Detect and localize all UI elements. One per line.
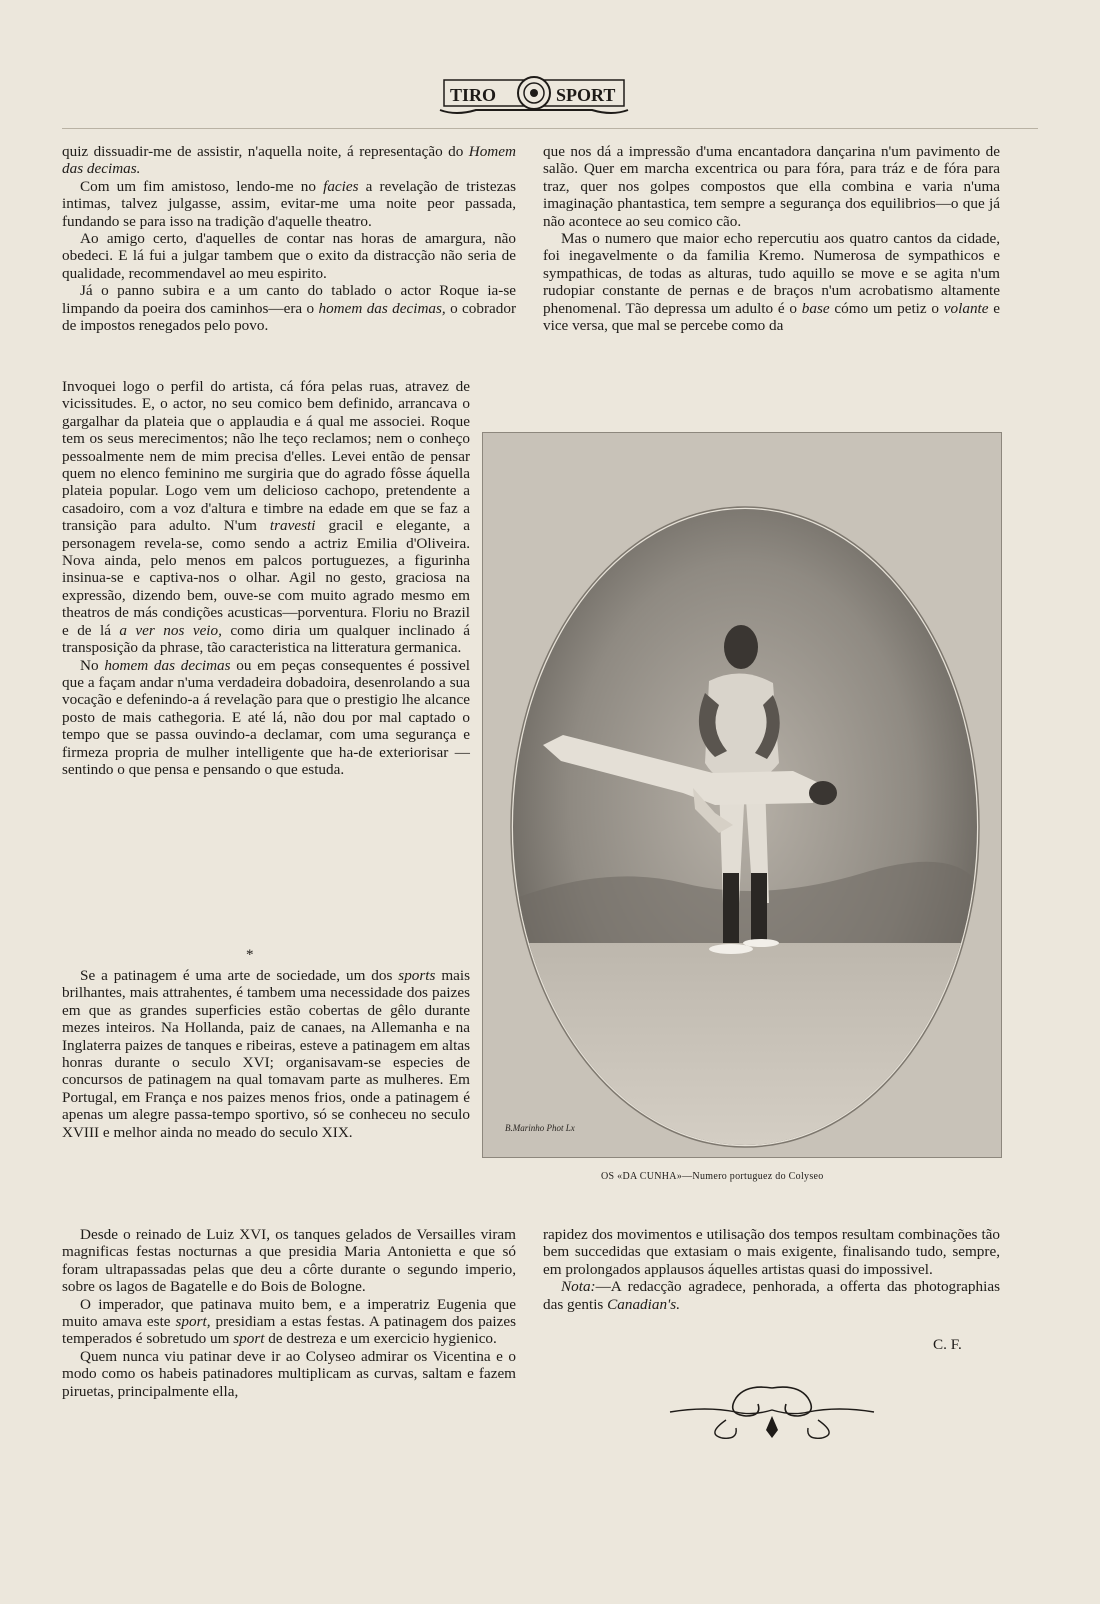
- paragraph: Já o panno subira e a um canto do tablado o actor Roque ia-se limpando da poeira dos caminhos—era o homem das decimas, o cobrador de impostos renegados pelo povo.: [62, 282, 517, 335]
- left-column-middle: [62, 378, 470, 778]
- paragraph: que nos dá a impressão d'uma encantadora dançarina n'um pavimento de salão. Quer em marcha excentrica ou para fóra, para tráz e de fóra para traz, quer nos golpes compostos que ella combina e varia n'uma imaginação phantastica, tem sempre a segurança dos equilibrios—o que já não acontece ao seu comico cão.: [543, 143, 1000, 230]
- photographer-signature: B.Marinho Phot Lx: [505, 1123, 575, 1133]
- photo-caption: OS «DA CUNHA»—Numero portuguez do Colyseo: [601, 1171, 824, 1182]
- masthead-logo: [436, 70, 632, 118]
- paragraph: Nota:—A redacção agradece, penhorada, a offerta das photographias das gentis Canadian's.: [543, 1278, 1000, 1313]
- photograph: [482, 432, 1002, 1158]
- paragraph: quiz dissuadir-me de assistir, n'aquella noite, á representação do Homem das decimas.: [62, 143, 516, 178]
- paragraph: Com um fim amistoso, lendo-me no facies a revelação de tristezas intimas, talvez julgasse, assim, evitar-me uma noite peor passada, fundando se para isso na tradição d'aquelle theatro.: [62, 177, 517, 230]
- paragraph: Invoquei logo o perfil do artista, cá fóra pelas ruas, atravez de vicissitudes. E, o actor, no seu comico bem definido, arrancava o gargalhar da plateia que o applaudia e á qual me associei. Roque tem os seus merecimentos; não lhe teço reclamos; nem o conheço pessoalmente nem de mim precisa d'elles. Levei então de pensar quem no elenco feminino me surgiria que do agrado fôsse áquella plateia popular. Logo vem um delicioso cachopo, pretendente a casadoiro, com a voz d'altura e timbre na edade em que se faz a transição para adulto. N'um travesti gracil e elegante, a personagem revela-se, como sendo a actriz Emilia d'Oliveira. Nova ainda, pelo menos em palcos portuguezes, a figurinha insinua-se e captiva-nos o olhar. Agil no gesto, graciosa na expressão, dizendo bem, ouve-se com muito agrado mesmo em theatros de más condições acusticas—porventura. Floriu no Brazil e de lá a ver nos veio, como diria um qualquer inclinado á transposição da phrase, tão caracteristica na litteratura germanica.: [62, 378, 471, 657]
- paragraph: Ao amigo certo, d'aquelles de contar nas horas de amargura, não obedeci. E lá fui a julgar tambem que o exito da distracção não seria de qualidade, recommendavel ao meu espirito.: [62, 230, 516, 282]
- paragraph: rapidez dos movimentos e utilisação dos tempos resultam combinações tão bem succedidas que extasiam o mais exigente, finalisando tudo, sempre, em prolongados applausos áquelles artistas quasi do impossivel.: [543, 1226, 1000, 1278]
- paragraph: No homem das decimas ou em peças consequentes é possivel que a façam andar n'uma verdadeira dobadoira, desenrolando a sua vocação e defenindo-a á revelação para que o prestigio lhe alcance posto de mais cathegoria. E até lá, não dou por mal captado o tempo que se passa ouvindo-a declamar, com uma segurança e firmeza propria de mulher intelligente que ha-de exteriorisar —sentindo o que pensa e pensando o que estuda.: [62, 656, 471, 778]
- decorative-flourish-icon: [666, 1380, 878, 1442]
- paragraph: Se a patinagem é uma arte de sociedade, um dos sports mais brilhantes, mais attrahentes, é tambem uma necessidade dos paizes em que as grandes superficies estão cobertas de gêlo durante mezes inteiros. Na Hollanda, paiz de canaes, na Allemanha e na Inglaterra paizes de tanques e ribeiras, esteve a patinagem em altas honras durante o seculo XVI; organisavam-se especies de concursos de patinagem na qual tomavam parte as mulheres. Em Portugal, em França e nos paizes menos frios, onde a patinagem é apenas um alegre passa-tempo sportivo, só se conheceu no seculo XVIII e melhor ainda no meado do seculo XIX.: [62, 967, 471, 1141]
- author-initials: C. F.: [933, 1336, 962, 1353]
- paragraph: O imperador, que patinava muito bem, e a imperatriz Eugenia que muito amava este sport, presidiam a estas festas. A patinagem dos paizes temperados é sobretudo um sport de destreza e um exercicio hygienico.: [62, 1295, 517, 1348]
- left-column-bottom: [62, 1226, 516, 1400]
- svg-text:TIRO: TIRO: [450, 85, 497, 105]
- left-column-top: [62, 143, 516, 334]
- left-column-skating: [62, 967, 470, 1141]
- header-rule: [62, 128, 1038, 129]
- right-column-bottom: [543, 1226, 1000, 1313]
- photo-oval-image: [483, 433, 1001, 1157]
- paragraph: Mas o numero que maior echo repercutiu aos quatro cantos da cidade, foi inegavelmente o da familia Kremo. Numerosa de sympathicos e sympathicas, de todas as alturas, tudo aquillo se move e se agita n'um rudopiar constante de pernas e de braços n'um acrobatismo altamente phenomenal. Tão depressa um adulto é o base cómo um petiz o volante e vice versa, que mal se percebe como da: [543, 230, 1001, 335]
- section-separator: *: [246, 947, 254, 963]
- svg-text:SPORT: SPORT: [556, 85, 616, 105]
- paragraph: Quem nunca viu patinar deve ir ao Colyseo admirar os Vicentina e o modo como os habeis patinadores multiplicam as curvas, saltam e fazem piruetas, principalmente ella,: [62, 1347, 516, 1400]
- right-column-top: [543, 143, 1000, 334]
- paragraph: Desde o reinado de Luiz XVI, os tanques gelados de Versailles viram magnificas festas nocturnas a que presidia Maria Antonietta e que só foram ultrapassadas pelas que deu a côrte durante o segundo imperio, sobre os lagos de Bagatelle e do Bois de Bologne.: [62, 1226, 516, 1296]
